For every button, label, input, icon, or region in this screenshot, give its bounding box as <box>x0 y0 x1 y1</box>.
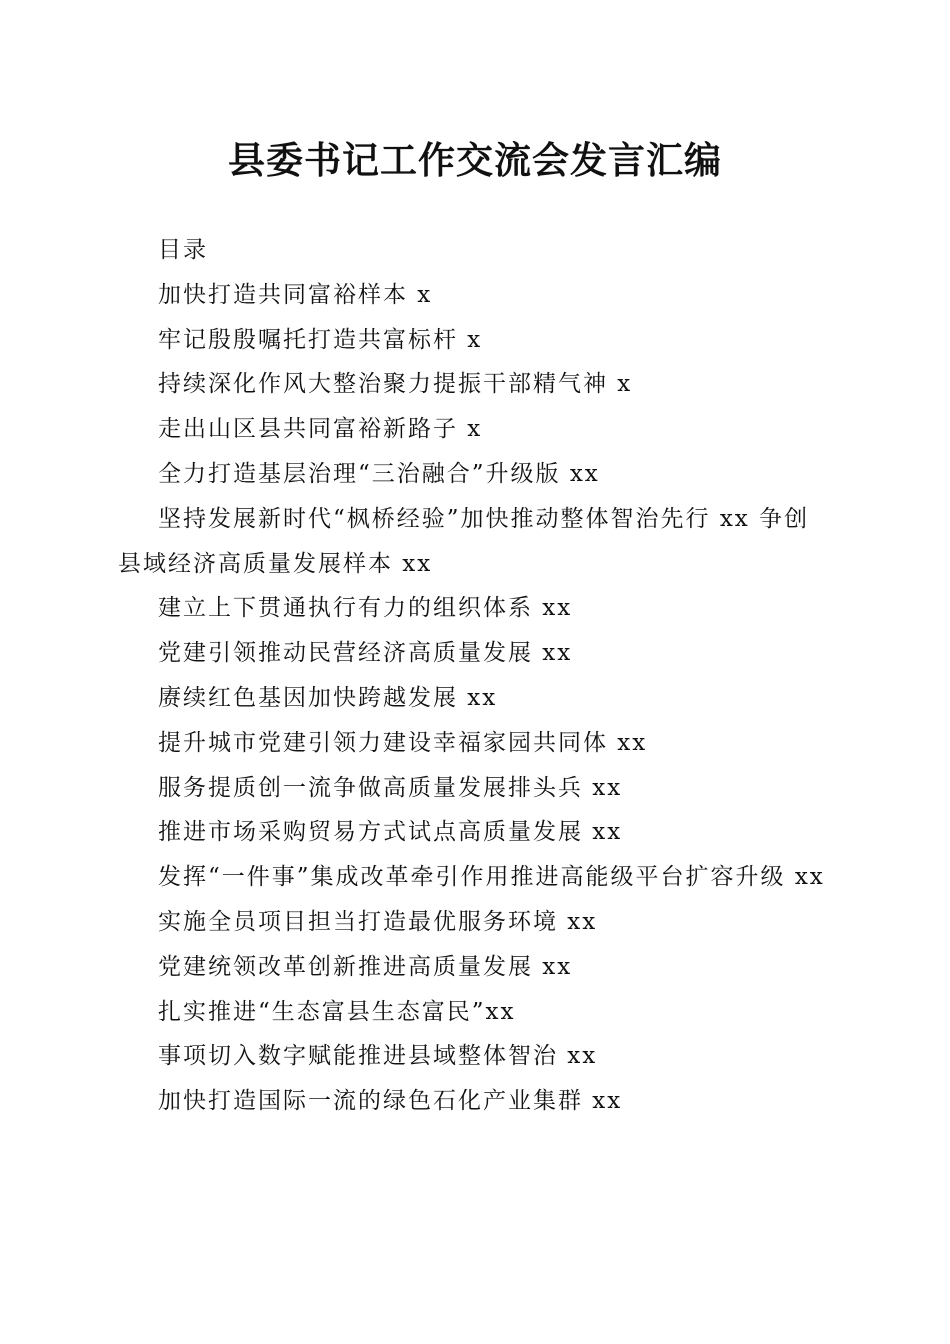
toc-entry: 服务提质创一流争做高质量发展排头兵 xx <box>158 774 623 801</box>
toc-entry: 牢记殷殷嘱托打造共富标杆 x <box>158 326 483 353</box>
toc-heading: 目录 <box>158 237 208 263</box>
toc-entry: 赓续红色基因加快跨越发展 xx <box>158 684 498 711</box>
toc-entry: 党建统领改革创新推进高质量发展 xx <box>158 953 573 980</box>
toc-entry: 实施全员项目担当打造最优服务环境 xx <box>158 908 598 935</box>
toc-entry: 加快打造国际一流的绿色石化产业集群 xx <box>158 1088 623 1115</box>
toc-entry: 建立上下贯通执行有力的组织体系 xx <box>158 595 573 622</box>
toc-entry: 扎实推进“生态富县生态富民”xx <box>158 998 516 1025</box>
toc-entry: 事项切入数字赋能推进县域整体智治 xx <box>158 1043 598 1070</box>
table-of-contents <box>118 228 834 1124</box>
toc-entry: 提升城市党建引领力建设幸福家园共同体 xx <box>158 729 648 756</box>
toc-entry: 坚持发展新时代“枫桥经验”加快推动整体智治先行 xx 争创县域经济高质量发展样本 xx <box>118 505 810 577</box>
toc-entry: 推进市场采购贸易方式试点高质量发展 xx <box>158 819 623 846</box>
toc-entry: 全力打造基层治理“三治融合”升级版 xx <box>158 460 600 487</box>
toc-entry: 走出山区县共同富裕新路子 x <box>158 416 483 443</box>
toc-entry: 发挥“一件事”集成改革牵引作用推进高能级平台扩容升级 xx <box>158 864 825 891</box>
document-title: 县委书记工作交流会发言汇编 <box>228 138 722 182</box>
toc-entry: 持续深化作风大整治聚力提振干部精气神 x <box>158 371 633 398</box>
toc-entry: 加快打造共同富裕样本 x <box>158 281 433 308</box>
toc-entry: 党建引领推动民营经济高质量发展 xx <box>158 640 573 667</box>
